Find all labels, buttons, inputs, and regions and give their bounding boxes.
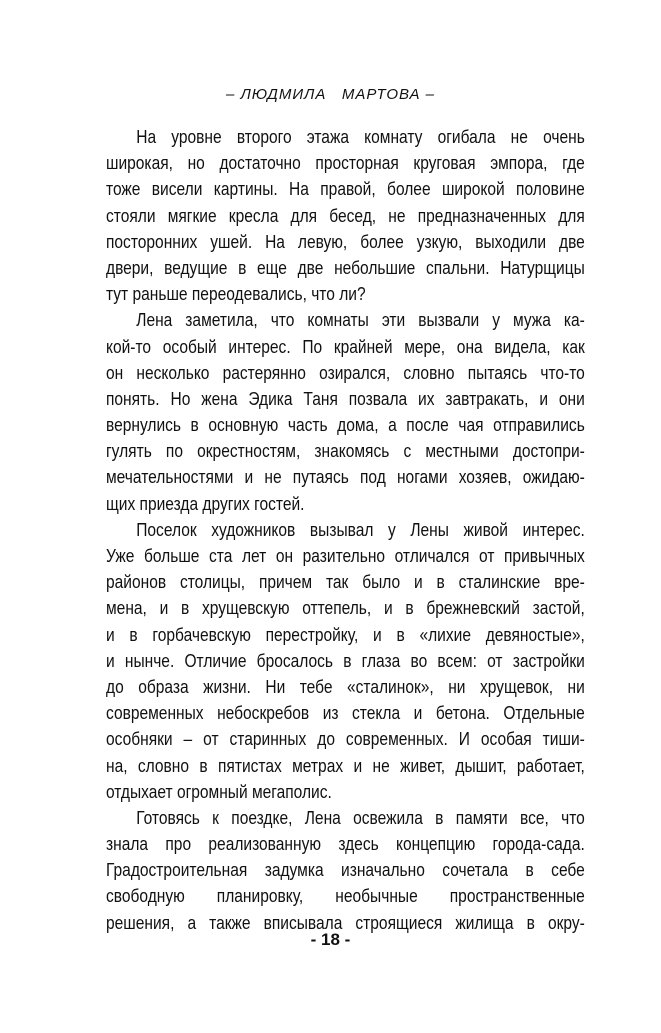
paragraph <box>106 124 585 307</box>
text-line: тут раньше переодевались, что ли? <box>106 283 366 305</box>
text-line: кой-то особый интерес. По крайней мере, она видела, как <box>106 335 585 357</box>
text-line: районов столицы, причем так было и в сталинские вре- <box>106 571 585 593</box>
paragraph <box>106 517 585 805</box>
text-line: вернулись в основную часть дома, а после чая отправились <box>106 414 585 436</box>
text-line: мечательностями и не путаясь под ногами хозяев, ожидаю- <box>106 466 585 488</box>
text-line: знала про реализованную здесь концепцию города-сада. <box>106 833 585 855</box>
text-line: на, словно в пятистах метрах и не живет, дышит, работает, <box>106 754 585 776</box>
text-line: Лена заметила, что комнаты эти вызвали у мужа ка- <box>136 309 585 331</box>
running-header: – ЛЮДМИЛА МАРТОВА – <box>225 86 436 103</box>
text-line: тоже висели картины. На правой, более широкой половине <box>106 178 585 200</box>
text-line: современных небоскребов из стекла и бетона. Отдельные <box>106 702 585 724</box>
text-line: щих приезда других гостей. <box>106 492 305 514</box>
text-line: Градостроительная задумка изначально сочетала в себе <box>106 859 585 881</box>
body-text <box>106 124 585 936</box>
text-line: Поселок художников вызывал у Лены живой интерес. <box>136 518 585 540</box>
page-number: - 18 - <box>310 930 351 949</box>
text-line: особняки – от старинных до современных. И особая тиши- <box>106 728 585 750</box>
text-line: он несколько растерянно озирался, словно пытаясь что-то <box>106 361 585 383</box>
text-line: гулять по окрестностям, знакомясь с местными достопри- <box>106 440 585 462</box>
text-line: до образа жизни. Ни тебе «сталинок», ни хрущевок, ни <box>106 675 585 697</box>
text-line: На уровне второго этажа комнату огибала не очень <box>136 126 585 147</box>
text-line: Готовясь к поездке, Лена освежила в памяти все, что <box>136 806 585 828</box>
text-line: отдыхает огромный мегаполис. <box>106 780 332 802</box>
text-line: двери, ведущие в еще две небольшие спальни. Натурщицы <box>106 256 585 278</box>
text-line: и нынче. Отличие бросалось в глаза во всем: от застройки <box>106 649 585 671</box>
text-line: стояли мягкие кресла для бесед, не предназначенных для <box>106 204 585 226</box>
paragraph <box>106 805 585 936</box>
text-line: Уже больше ста лет он разительно отличался от привычных <box>106 545 585 566</box>
paragraph <box>106 307 585 517</box>
text-line: и в горбачевскую перестройку, и в «лихие девяностые», <box>106 623 585 645</box>
text-line: широкая, но достаточно просторная круговая эмпора, где <box>106 152 585 174</box>
text-line: свободную планировку, необычные пространственные <box>106 885 585 907</box>
text-line: мена, и в хрущевскую оттепель, и в брежневский застой, <box>106 597 585 619</box>
text-line: посторонних ушей. На левую, более узкую, выходили две <box>106 230 585 252</box>
text-line: понять. Но жена Эдика Таня позвала их завтракать, и они <box>106 387 585 409</box>
text-line: решения, а также вписывала строящиеся жилища в окру- <box>106 911 585 933</box>
